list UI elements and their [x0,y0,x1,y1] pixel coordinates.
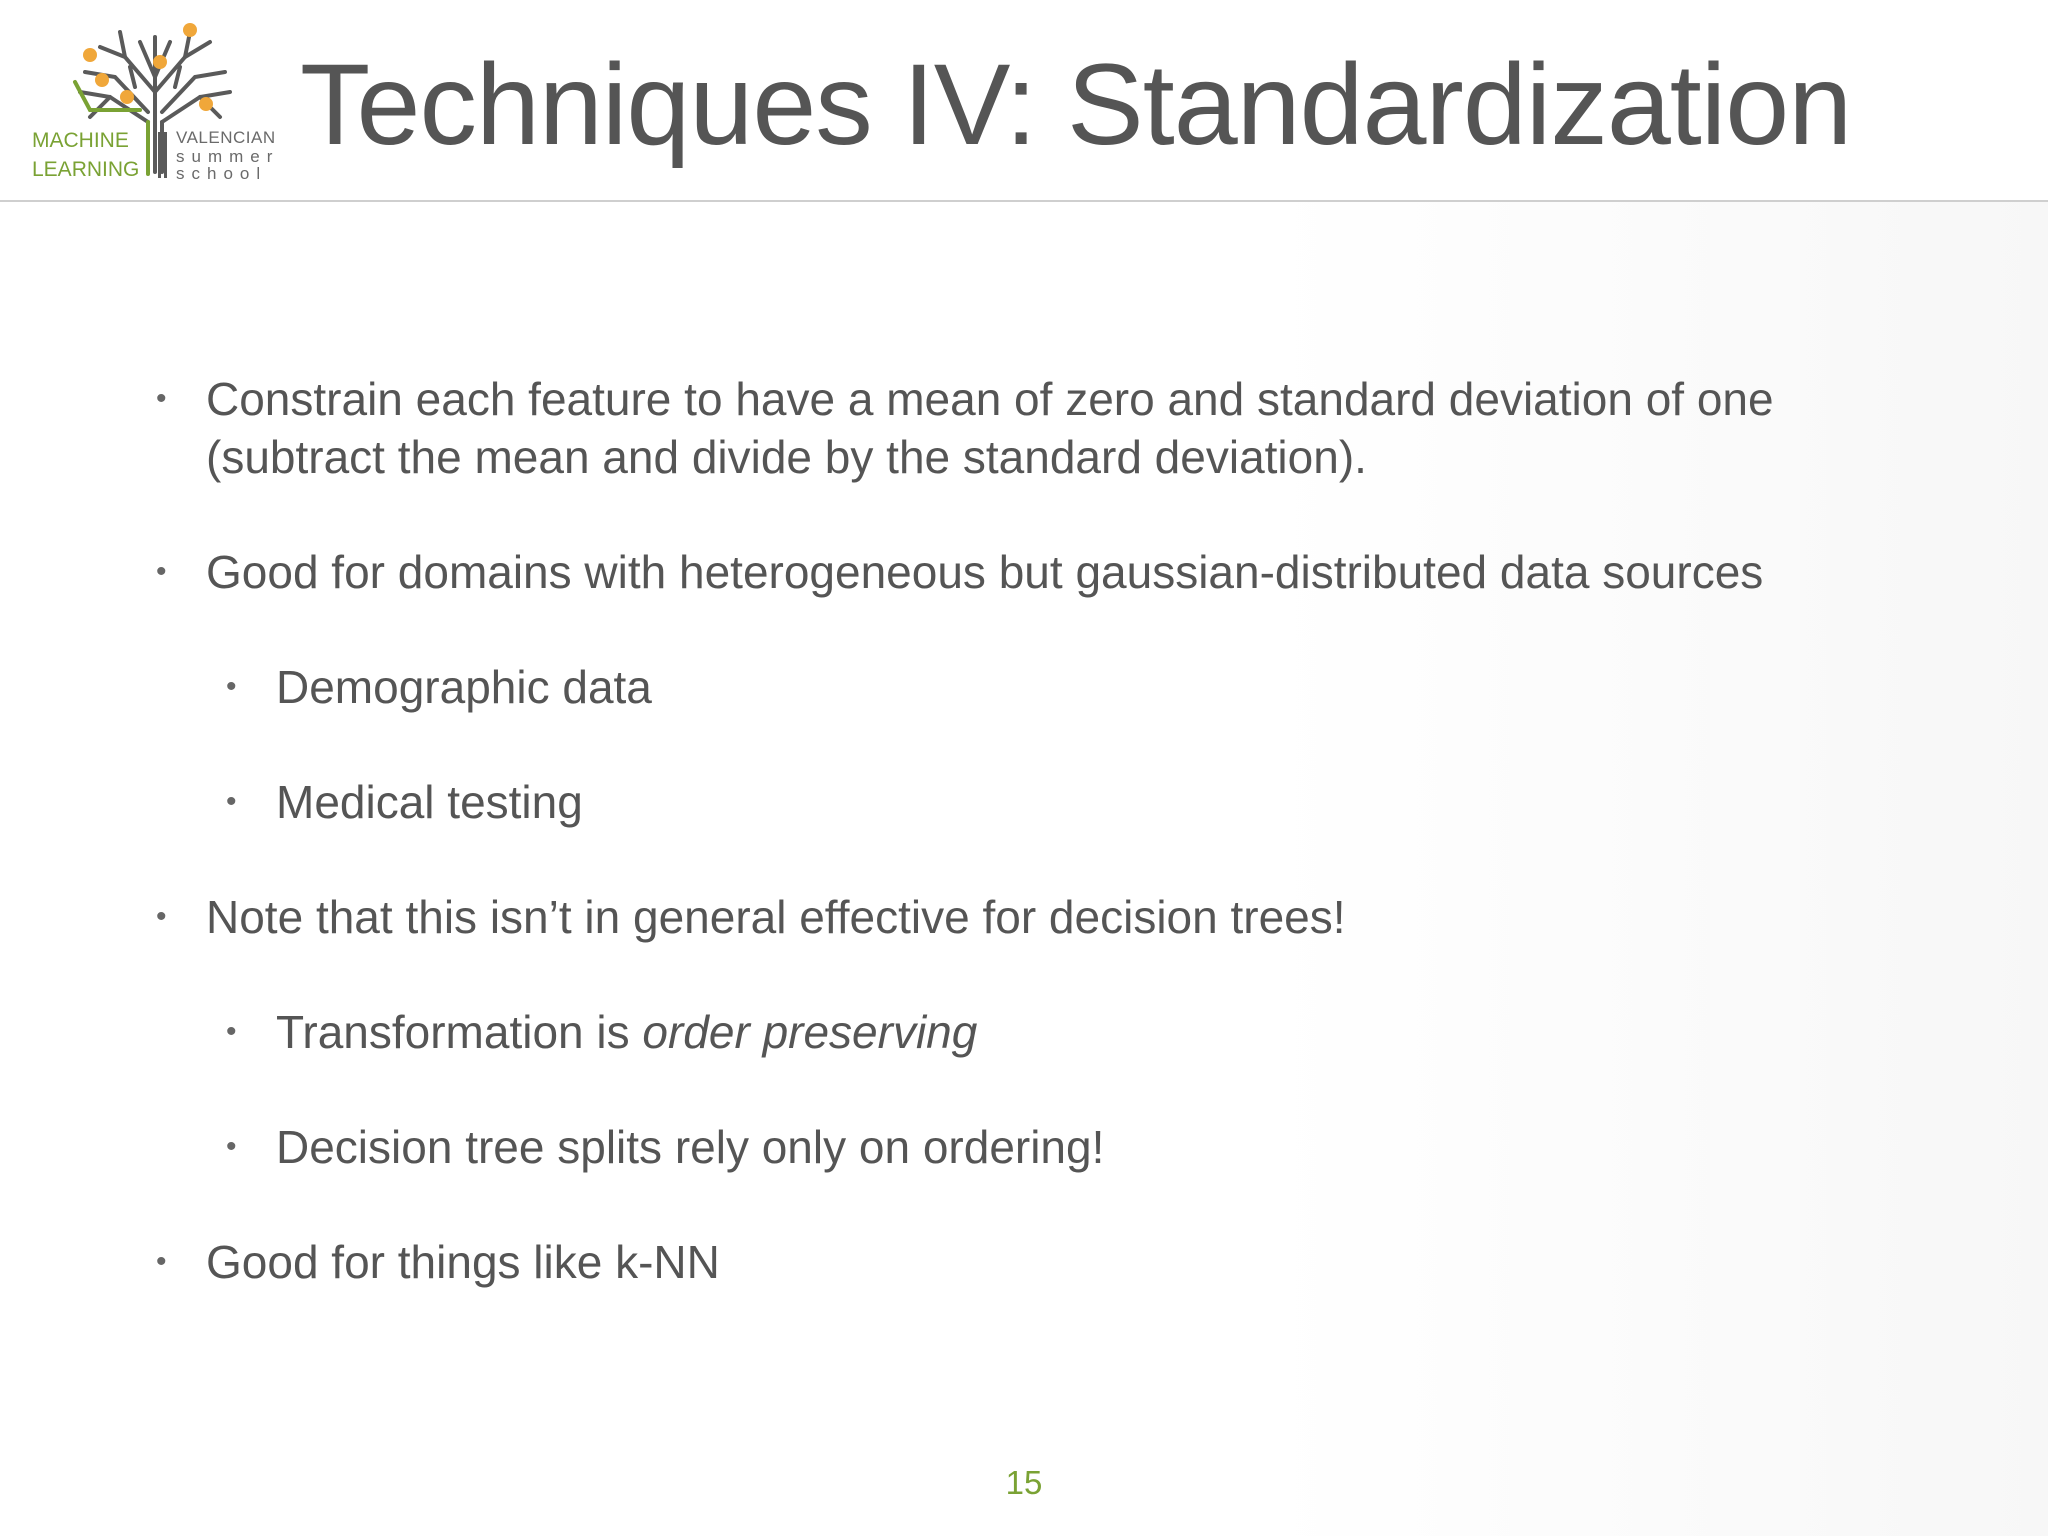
logo-text-machine: MACHINE [32,129,129,152]
bullet-text: Transformation is [276,1006,643,1058]
sub-bullet-item [226,658,652,716]
bullet-emphasis: order preserving [642,1006,978,1058]
bullet-icon: • [226,1130,237,1163]
slide-header [0,0,2048,202]
bullet-item [156,888,1346,946]
sub-bullet-item [226,1118,1105,1176]
bullet-icon: • [156,900,167,933]
bullet-item [156,370,1774,486]
bullet-text: Note that this isn’t in general effective for decision trees! [206,891,1346,943]
page-number: 15 [1005,1464,1043,1501]
bullet-text: Good for domains with heterogeneous but gaussian-distributed data sources [206,546,1764,598]
bullet-icon: • [156,382,167,415]
logo-text-summer: summer [176,147,280,166]
bullet-text-line: Constrain each feature to have a mean of zero and standard deviation of one [206,373,1774,425]
bullet-text: Demographic data [276,661,652,713]
logo-text-learning: LEARNING [32,158,140,181]
logo [30,22,290,187]
sub-bullet-item [226,1003,978,1061]
bullet-text: Good for things like k-NN [206,1236,720,1288]
slide-title: Techniques IV: Standardization [300,41,1852,169]
bullet-icon: • [156,1245,167,1278]
bullet-icon: • [156,555,167,588]
sub-bullet-item [226,773,583,831]
bullet-text-line: (subtract the mean and divide by the standard deviation). [206,431,1367,483]
bullet-item [156,543,1764,601]
bullet-text: Decision tree splits rely only on ordering! [276,1121,1105,1173]
bullet-item [156,1233,720,1291]
bullet-icon: • [226,670,237,703]
bullet-icon: • [226,785,237,818]
logo-text-valencian: VALENCIAN [176,128,276,147]
logo-text-school: school [176,164,268,183]
bullet-icon: • [226,1015,237,1048]
bullet-text: Medical testing [276,776,583,828]
